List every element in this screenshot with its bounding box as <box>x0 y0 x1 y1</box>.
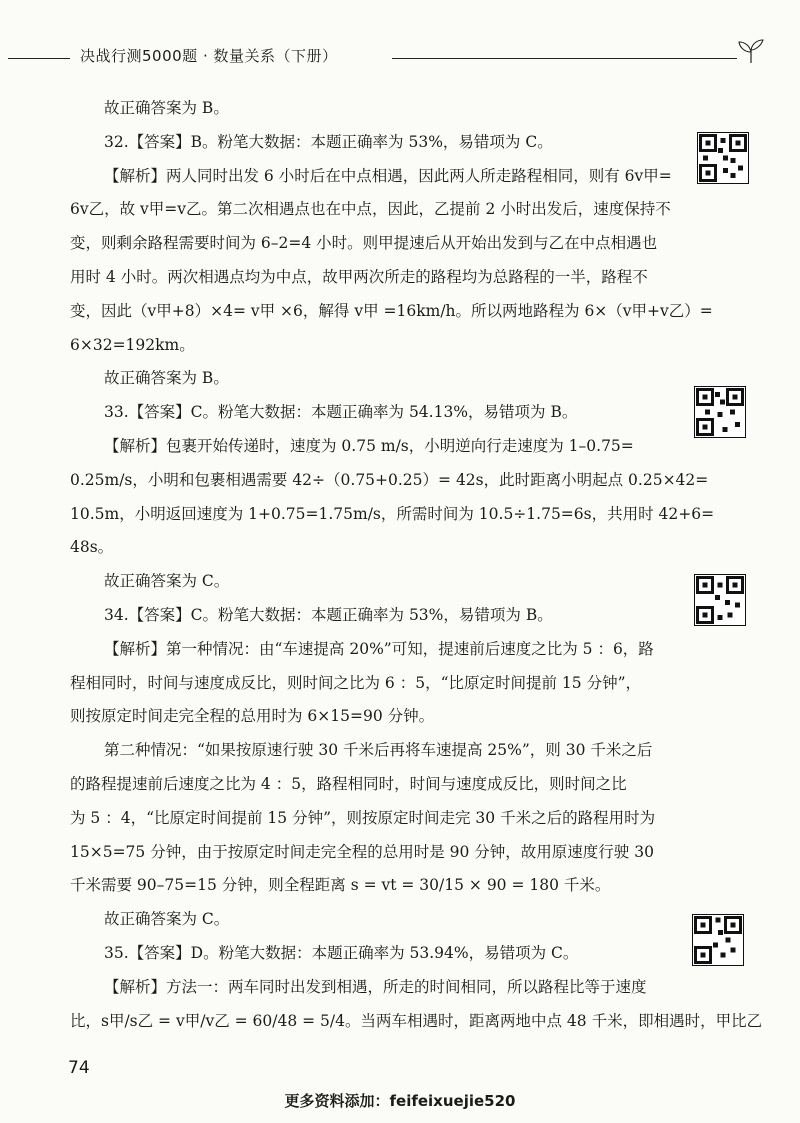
qr-code-icon <box>694 386 746 438</box>
answer-line: 32.【答案】B。粉笔大数据：本题正确率为 53%，易错项为 C。 <box>104 132 553 151</box>
text-line: 15×5=75 分钟，由于按原定时间走完全程的总用时是 90 分钟，故用原速度行驶 30 <box>70 842 654 861</box>
qr-code-icon <box>694 574 746 626</box>
analysis-line: 【解析】两人同时出发 6 小时后在中点相遇，因此两人所走路程相同，则有 6v甲= <box>104 166 672 185</box>
answer-line: 33.【答案】C。粉笔大数据：本题正确率为 54.13%，易错项为 B。 <box>104 403 578 422</box>
text-line: 48s。 <box>70 538 114 557</box>
running-header <box>0 36 800 66</box>
text-line: 故正确答案为 C。 <box>104 910 230 929</box>
main-text <box>70 92 763 1038</box>
analysis-line: 【解析】第一种情况：由“车速提高 20%”可知，提速前后速度之比为 5 ：6，路 <box>104 639 654 658</box>
text-line: 10.5m，小明返回速度为 1+0.75=1.75m/s，所需时间为 10.5÷1.75=6s，共用时 42+6= <box>70 504 715 523</box>
analysis-line: 【解析】方法一：两车同时出发到相遇，所走的时间相同，所以路程比等于速度 <box>104 977 647 996</box>
book-title: 决战行测5000题 · 数量关系（下册） <box>80 47 338 65</box>
text-line: 程相同时，时间与速度成反比，则时间之比为 6 ：5，“比原定时间提前 15 分钟”， <box>70 673 642 692</box>
text-line: 为 5 ：4，“比原定时间提前 15 分钟”，则按原定时间走完 30 千米之后的路程用时为 <box>70 808 656 827</box>
text-line: 第二种情况：“如果按原速行驶 30 千米后再将车速提高 25%”，则 30 千米之后 <box>104 741 653 760</box>
header-rule-right <box>392 58 737 59</box>
text-line: 故正确答案为 B。 <box>104 369 229 388</box>
text-line: 故正确答案为 B。 <box>104 99 229 117</box>
header-rule-left <box>8 58 70 59</box>
text-line: 的路程提速前后速度之比为 4 ：5，路程相同时，时间与速度成反比，则时间之比 <box>70 774 627 793</box>
text-line: 变，则剩余路程需要时间为 6–2=4 小时。则甲提速后从开始出发到与乙在中点相遇也 <box>70 234 658 253</box>
text-line: 故正确答案为 C。 <box>104 572 230 591</box>
formula-line: 千米需要 90–75=15 分钟，则全程距离 s = vt = 30/15 × 90 = 180 千米。 <box>70 876 611 895</box>
text-line: 0.25m/s，小明和包裹相遇需要 42÷（0.75+0.25）= 42s，此时距离小明起点 0.25×42= <box>70 470 709 489</box>
page-number: 74 <box>68 1058 90 1078</box>
analysis-line: 【解析】包裹开始传递时，速度为 0.75 m/s，小明逆向行走速度为 1–0.75= <box>104 436 634 455</box>
text-line: 变，因此（v甲+8）×4= v甲 ×6，解得 v甲 =16km/h。所以两地路程为 6×（v甲+v乙）= <box>70 301 713 320</box>
answer-line: 35.【答案】D。粉笔大数据：本题正确率为 53.94%，易错项为 C。 <box>104 943 579 962</box>
formula-line: 比，s甲/s乙 = v甲/v乙 = 60/48 = 5/4。当两车相遇时，距离两地中点 48 千米，即相遇时，甲比乙 <box>70 1011 763 1030</box>
text-line: 6v乙，故 v甲=v乙。第二次相遇点也在中点，因此，乙提前 2 小时出发后，速度保持不 <box>70 200 671 219</box>
qr-code-icon <box>697 132 749 184</box>
sprout-icon <box>735 38 767 64</box>
qr-code-icon <box>692 914 744 966</box>
text-line: 用时 4 小时。两次相遇点均为中点，故甲两次所走的路程均为总路程的一半，路程不 <box>70 267 648 286</box>
text-line: 6×32=192km。 <box>70 335 195 354</box>
text-line: 则按原定时间走完全程的总用时为 6×15=90 分钟。 <box>70 707 435 726</box>
footer-note: 更多资料添加：feifeixuejie520 <box>284 1092 516 1110</box>
answer-line: 34.【答案】C。粉笔大数据：本题正确率为 53%，易错项为 B。 <box>104 605 553 624</box>
